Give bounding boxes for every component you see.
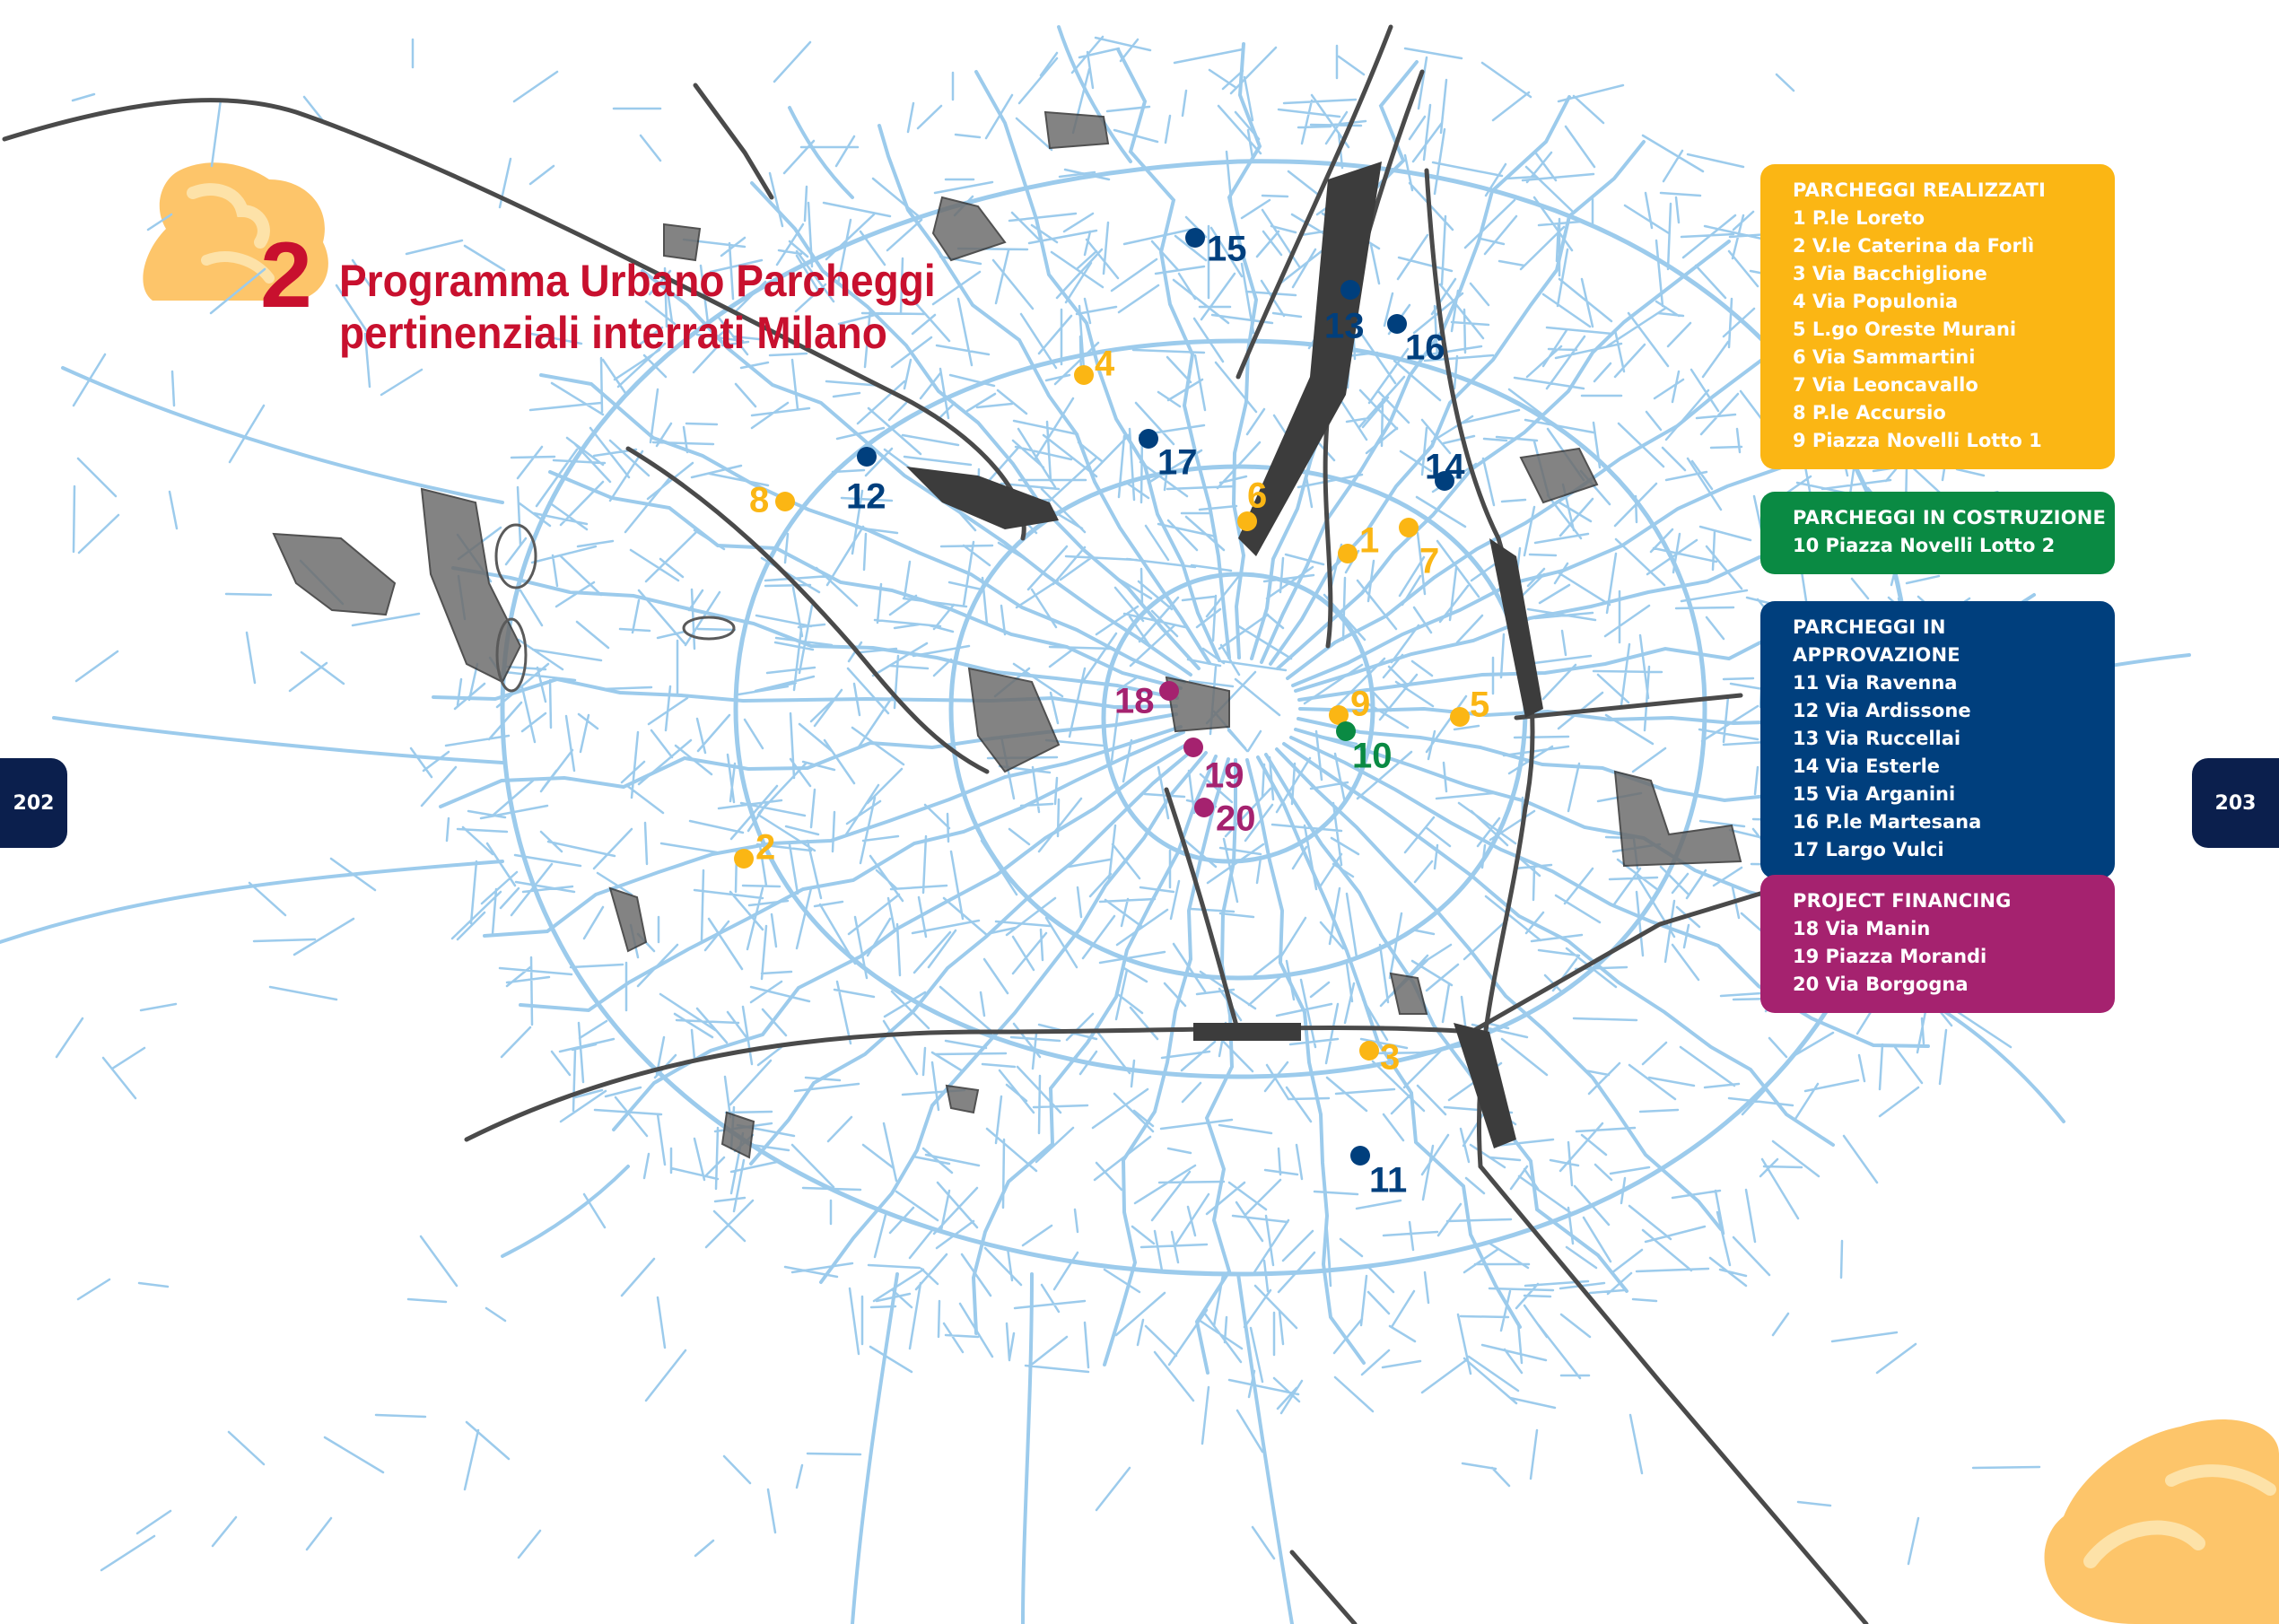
parking-marker-dot-2	[734, 849, 754, 869]
parking-marker-label-13: 13	[1324, 306, 1365, 346]
legend-costruzione	[1760, 492, 2115, 574]
parking-marker-label-14: 14	[1425, 447, 1465, 487]
legend-item: 14 Via Esterle	[1793, 755, 1941, 777]
legend-item: 10 Piazza Novelli Lotto 2	[1793, 535, 2056, 556]
legend-heading: PARCHEGGI IN APPROVAZIONE	[1793, 616, 1960, 666]
parking-marker-dot-3	[1359, 1041, 1379, 1061]
legend-item: 11 Via Ravenna	[1793, 672, 1958, 694]
legend-item: 6 Via Sammartini	[1793, 346, 1976, 368]
parking-marker-dot-17	[1139, 429, 1158, 449]
parking-marker-dot-15	[1185, 228, 1205, 248]
legend-item: 1 P.le Loreto	[1793, 207, 1925, 229]
parking-marker-label-3: 3	[1380, 1037, 1401, 1078]
legend-project-financing	[1760, 875, 2115, 1013]
regional-road	[63, 368, 502, 502]
parking-marker-label-4: 4	[1095, 344, 1115, 384]
legend-item: 17 Largo Vulci	[1793, 839, 1944, 860]
parking-marker-dot-20	[1194, 798, 1214, 817]
parking-marker-dot-12	[857, 447, 877, 467]
parking-marker-dot-1	[1338, 544, 1358, 563]
legend-item: 16 P.le Martesana	[1793, 811, 1982, 833]
parking-marker-label-10: 10	[1352, 736, 1393, 776]
legend-item: 2 V.le Caterina da Forlì	[1793, 235, 2035, 257]
parking-marker-dot-16	[1387, 314, 1407, 334]
legend-item: 4 Via Populonia	[1793, 291, 1959, 312]
regional-road	[0, 861, 502, 942]
parking-marker-label-20: 20	[1216, 799, 1256, 839]
legend-realizzati	[1760, 164, 2115, 469]
parking-marker-label-18: 18	[1114, 681, 1155, 721]
title-number: 2	[260, 223, 312, 327]
parking-marker-label-6: 6	[1247, 476, 1268, 516]
parking-markers	[734, 228, 1489, 1201]
page-number-left: 202	[0, 758, 67, 848]
regional-road	[54, 718, 502, 763]
legend-heading: PARCHEGGI IN COSTRUZIONE	[1793, 507, 2107, 528]
legend-item: 5 L.go Oreste Murani	[1793, 319, 2017, 340]
parking-marker-label-11: 11	[1369, 1160, 1408, 1201]
legend-item: 12 Via Ardissone	[1793, 700, 1971, 721]
legend-item: 7 Via Leoncavallo	[1793, 374, 1978, 396]
parking-marker-label-2: 2	[755, 827, 776, 868]
legend-heading: PROJECT FINANCING	[1793, 890, 2012, 912]
title-line-1: Programma Urbano Parcheggi	[339, 256, 936, 306]
parking-marker-dot-13	[1340, 280, 1360, 300]
decorative-blob-bottom-right	[2045, 1419, 2279, 1624]
parking-marker-dot-11	[1350, 1146, 1370, 1166]
parking-marker-label-5: 5	[1470, 685, 1490, 725]
parking-marker-dot-4	[1074, 365, 1094, 385]
parking-marker-dot-19	[1183, 738, 1203, 757]
legend-item: 13 Via Ruccellai	[1793, 728, 1961, 749]
regional-road	[1023, 1274, 1032, 1624]
legend-item: 9 Piazza Novelli Lotto 1	[1793, 430, 2042, 451]
parking-marker-label-15: 15	[1207, 229, 1247, 269]
legend-item: 19 Piazza Morandi	[1793, 946, 1987, 967]
parking-marker-dot-5	[1450, 707, 1470, 727]
legend-item: 3 Via Bacchiglione	[1793, 263, 1987, 284]
regional-road	[1238, 1274, 1292, 1624]
parking-marker-label-9: 9	[1350, 684, 1371, 724]
parking-marker-dot-18	[1159, 681, 1179, 701]
parking-marker-label-8: 8	[749, 480, 770, 520]
legend-item: 8 P.le Accursio	[1793, 402, 1946, 423]
regional-road	[790, 108, 852, 197]
legend-item: 18 Via Manin	[1793, 918, 1931, 939]
parking-marker-label-16: 16	[1405, 327, 1445, 368]
parking-marker-dot-7	[1399, 518, 1419, 537]
legend-heading: PARCHEGGI REALIZZATI	[1793, 179, 2046, 201]
regional-road	[852, 1274, 897, 1624]
title-line-2: pertinenziali interrati Milano	[339, 308, 887, 358]
parking-marker-label-1: 1	[1359, 520, 1380, 561]
parking-marker-label-17: 17	[1157, 442, 1198, 483]
parking-marker-label-19: 19	[1204, 755, 1244, 796]
legend-approvazione	[1760, 601, 2115, 878]
legend-item: 15 Via Arganini	[1793, 783, 1956, 805]
regional-road	[502, 1166, 628, 1256]
legend-item: 20 Via Borgogna	[1793, 974, 1969, 995]
parking-marker-label-7: 7	[1419, 541, 1440, 581]
parking-marker-label-12: 12	[846, 476, 886, 517]
parking-marker-dot-8	[775, 492, 795, 511]
rail-yards	[906, 162, 1543, 1148]
page-number-right: 203	[2192, 758, 2279, 848]
